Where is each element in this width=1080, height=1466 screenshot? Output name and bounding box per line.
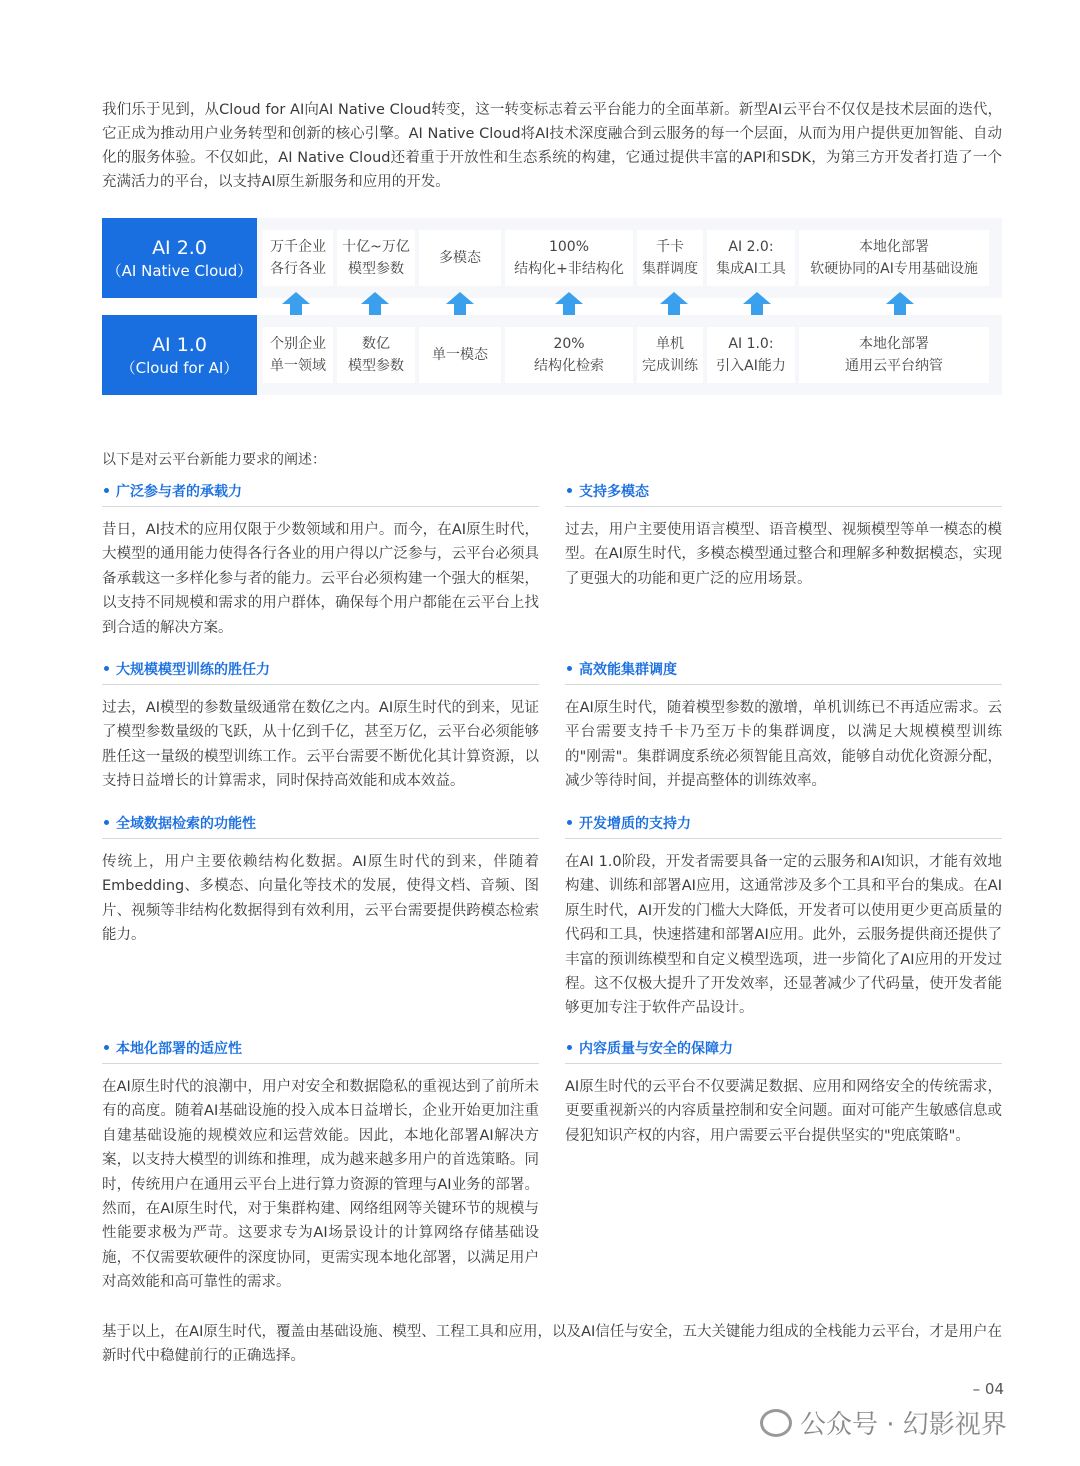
ai2-cell: 十亿~万亿 模型参数 [337,230,415,286]
ai2-cell: 100% 结构化+非结构化 [505,230,633,286]
section-heading: 开发增质的支持力 [565,813,1002,839]
section-body: 传统上，用户主要依赖结构化数据。AI原生时代的到来，伴随着Embedding、多模态、向量化等技术的发展，使得文档、音频、图片、视频等非结构化数据得到有效利用，云平台需要提供跨模态检索能力。 [102,854,539,944]
ai1-cell: 本地化部署 通用云平台纳管 [799,327,989,383]
up-arrow-icon [446,292,474,304]
ai1-label: AI 1.0 （Cloud for AI） [102,315,257,395]
ai1-cell: 单机 完成训练 [637,327,703,383]
ai2-cell: 本地化部署 软硬协同的AI专用基础设施 [799,230,989,286]
up-arrow-icon [886,292,914,304]
section-heading: 内容质量与安全的保障力 [565,1038,1002,1064]
up-arrow-icon [555,292,583,304]
conclusion-paragraph: 基于以上，在AI原生时代，覆盖由基础设施、模型、工程工具和应用，以及AI信任与安全，五大关键能力组成的全栈能力云平台，才是用户在新时代中稳健前行的正确选择。 [102,1324,1002,1364]
up-arrow-icon [743,292,771,304]
section-body: 过去，用户主要使用语言模型、语音模型、视频模型等单一模态的模型。在AI原生时代，多模态模型通过整合和理解多种数据模态，实现了更强大的功能和更广泛的应用场景。 [565,522,1002,587]
ai2-cell: 万千企业 各行各业 [263,230,333,286]
ai2-cell: 多模态 [419,230,501,286]
ai1-cell: 数亿 模型参数 [337,327,415,383]
ai1-cell: 单一模态 [419,327,501,383]
up-arrow-icon [660,292,688,304]
intro-paragraph: 我们乐于见到，从Cloud for AI向AI Native Cloud转变，这一转变标志着云平台能力的全面革新。新型AI云平台不仅仅是技术层面的迭代，它正成为推动用户业务转型和创新的核心引擎。AI Native Cloud将AI技术深度融合到云服务的每一个层面，从而为用户提供更加智能、自动化的服务体验。不仅如此，AI Native Cloud还着重于开放性和生态系统的构建，它通过提供丰富的API和SDK，为第三方开发者打造了一个充满活力的平台，以支持AI原生新服务和应用的开发。 [102,102,1002,190]
ai2-cell: 千卡 集群调度 [637,230,703,286]
section-body: 昔日，AI技术的应用仅限于少数领域和用户。而今，在AI原生时代，大模型的通用能力使得各行各业的用户得以广泛参与，云平台必须具备承载这一多样化参与者的能力。云平台必须构建一个强大的框架，以支持不同规模和需求的用户群体，确保每个用户都能在云平台上找到合适的解决方案。 [102,522,539,636]
section-heading: 全域数据检索的功能性 [102,813,539,839]
lead-text: 以下是对云平台新能力要求的阐述： [102,452,326,468]
section-body: AI原生时代的云平台不仅要满足数据、应用和网络安全的传统需求，更要重视新兴的内容质量控制和安全问题。面对可能产生敏感信息或侵犯知识产权的内容，用户需要云平台提供坚实的"兜底策略"。 [565,1079,1002,1144]
section-body: 在AI原生时代，随着模型参数的激增，单机训练已不再适应需求。云平台需要支持千卡乃至万卡的集群调度，以满足大规模模型训练的"刚需"。集群调度系统必须智能且高效，能够自动优化资源分配，减少等待时间，并提高整体的训练效率。 [565,700,1002,790]
page-number: – 04 [972,1380,1004,1398]
section-heading: 支持多模态 [565,481,1002,507]
section-heading: 广泛参与者的承载力 [102,481,539,507]
wechat-icon [760,1409,792,1437]
section-body: 过去，AI模型的参数量级通常在数亿之内。AI原生时代的到来，见证了模型参数量级的飞跃，从十亿到千亿，甚至万亿，云平台必须能够胜任这一量级的模型训练工作。云平台需要不断优化其计算资源，以支持日益增长的计算需求，同时保持高效能和成本效益。 [102,700,539,790]
ai1-row [102,315,1002,395]
section-body: 在AI原生时代的浪潮中，用户对安全和数据隐私的重视达到了前所未有的高度。随着AI基础设施的投入成本日益增长，企业开始更加注重自建基础设施的规模效应和运营效能。因此，本地化部署AI解决方案，以支持大模型的训练和推理，成为越来越多用户的首选策略。同时，传统用户在通用云平台上进行算力资源的管理与AI业务的部署。然而，在AI原生时代，对于集群构建、网络组网等关键环节的规模与性能要求极为严苛。这要求专为AI场景设计的计算网络存储基础设施，不仅需要软硬件的深度协同，更需实现本地化部署，以满足用户对高效能和高可靠性的需求。 [102,1079,539,1291]
ai2-cell: AI 2.0: 集成AI工具 [707,230,795,286]
ai2-label: AI 2.0 （AI Native Cloud） [102,218,257,298]
section-heading: 高效能集群调度 [565,659,1002,685]
ai2-row [102,218,1002,298]
ai1-cell: AI 1.0: 引入AI能力 [707,327,795,383]
up-arrow-icon [282,292,310,304]
ai1-cell: 个别企业 单一领域 [263,327,333,383]
section-body: 在AI 1.0阶段，开发者需要具备一定的云服务和AI知识，才能有效地构建、训练和部署AI应用，这通常涉及多个工具和平台的集成。在AI原生时代，AI开发的门槛大大降低，开发者可以使用更少更高质量的代码和工具，快速搭建和部署AI应用。此外，云服务提供商还提供了丰富的预训练模型和自定义模型选项，进一步简化了AI应用的开发过程。这不仅极大提升了开发效率，还显著减少了代码量，使开发者能够更加专注于软件产品设计。 [565,854,1002,1017]
up-arrow-icon [361,292,389,304]
ai1-cell: 20% 结构化检索 [505,327,633,383]
watermark: 公众号 · 幻影视界 [760,1404,1007,1441]
section-heading: 大规模模型训练的胜任力 [102,659,539,685]
section-heading: 本地化部署的适应性 [102,1038,539,1064]
